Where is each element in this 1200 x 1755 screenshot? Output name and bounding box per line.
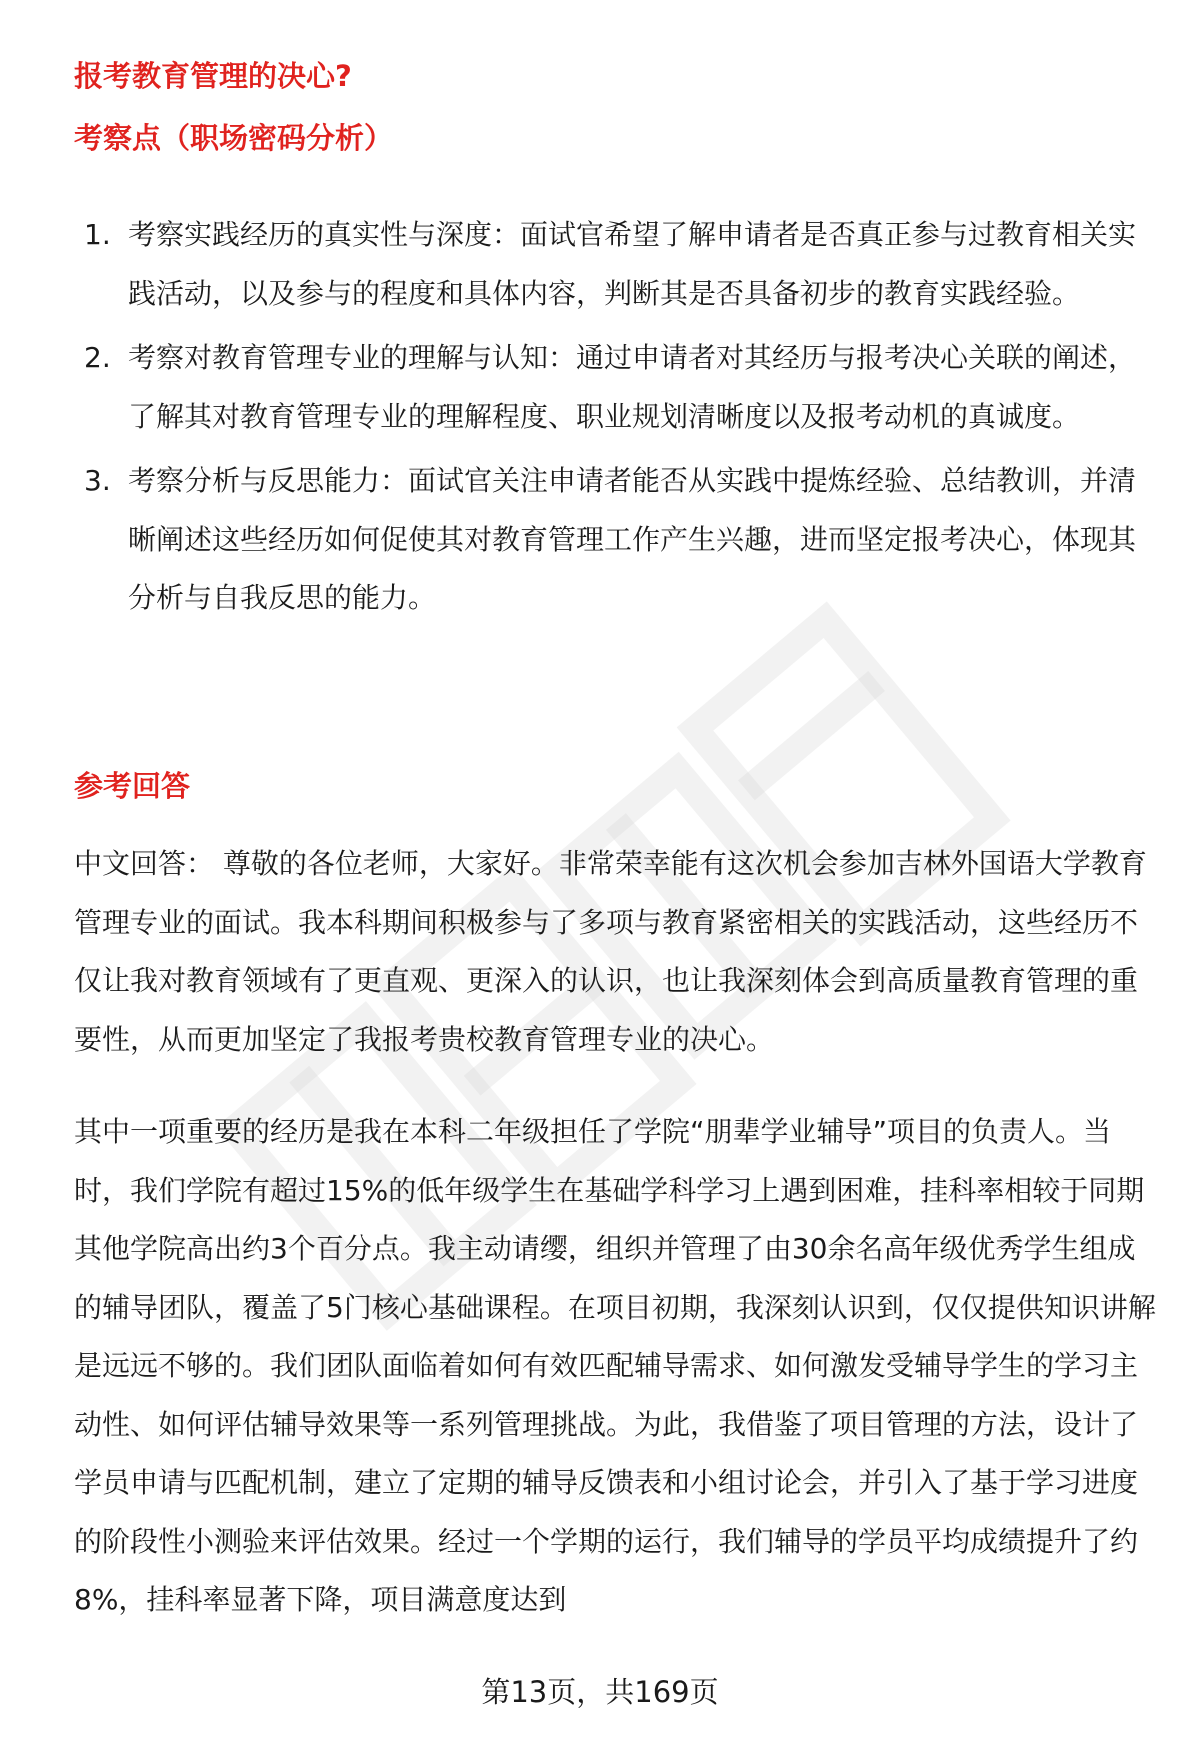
list-item-number: 1. — [84, 218, 111, 251]
list-item-text: 考察实践经历的真实性与深度：面试官希望了解申请者是否真正参与过教育相关实践活动，以及参与的程度和具体内容，判断其是否具备初步的教育实践经验。 — [128, 218, 1137, 310]
section-title-determination: 报考教育管理的决心? — [74, 59, 352, 93]
section-title-assessment-points: 考察点（职场密码分析） — [74, 121, 394, 155]
answer-paragraph-experience: 其中一项重要的经历是我在本科二年级担任了学院“朋辈学业辅导”项目的负责人。当时，我们学院有超过15%的低年级学生在基础学科学习上遇到困难，挂科率相较于同期其他学院高出约3个百分点。我主动请缨，组织并管理了由30余名高年级优秀学生组成的辅导团队，覆盖了5门核心基础课程。在项目初期，我深刻认识到，仅仅提供知识讲解是远远不够的。我们团队面临着如何有效匹配辅导需求、如何激发受辅导学生的学习主动性、如何评估辅导效果等一系列管理挑战。为此，我借鉴了项目管理的方法，设计了学员申请与匹配机制，建立了定期的辅导反馈表和小组讨论会，并引入了基于学习进度的阶段性小测验来评估效果。经过一个学期的运行，我们辅导的学员平均成绩提升了约8%，挂科率显著下降，项目满意度达到 — [74, 1115, 1156, 1616]
page-number-footer: 第13页，共169页 — [481, 1675, 719, 1709]
section-title-reference-answer: 参考回答 — [74, 769, 191, 803]
assessment-points-list — [74, 206, 1154, 628]
answer-paragraph-intro: 中文回答： 尊敬的各位老师，大家好。非常荣幸能有这次机会参加吉林外国语大学教育管理专业的面试。我本科期间积极参与了多项与教育紧密相关的实践活动，这些经历不仅让我对教育领域有了更直观、更深入的认识，也让我深刻体会到高质量教育管理的重要性，从而更加坚定了我报考贵校教育管理专业的决心。 — [74, 847, 1147, 1056]
list-item-text: 考察分析与反思能力：面试官关注申请者能否从实践中提炼经验、总结教训，并清晰阐述这些经历如何促使其对教育管理工作产生兴趣，进而坚定报考决心，体现其分析与自我反思的能力。 — [128, 464, 1137, 614]
list-item-number: 3. — [84, 464, 111, 497]
list-item — [74, 452, 1154, 628]
list-item — [74, 329, 1154, 446]
list-item — [74, 206, 1154, 323]
list-item-text: 考察对教育管理专业的理解与认知：通过申请者对其经历与报考决心关联的阐述，了解其对教育管理专业的理解程度、职业规划清晰度以及报考动机的真诚度。 — [128, 341, 1137, 433]
list-item-number: 2. — [84, 341, 111, 374]
